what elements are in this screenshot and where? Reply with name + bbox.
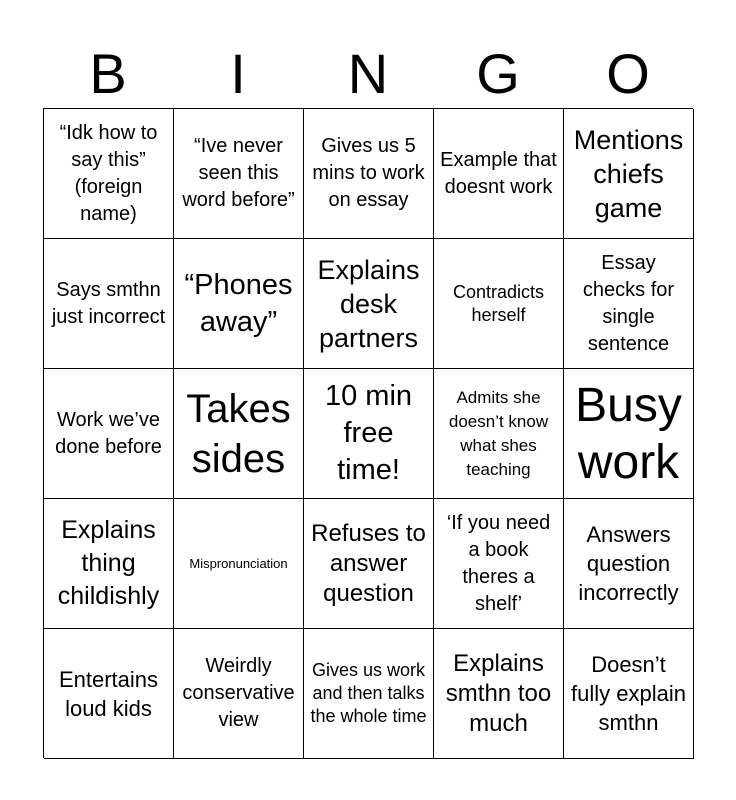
bingo-cell-r1c1[interactable] [174, 239, 304, 369]
bingo-cell-r2c1[interactable] [174, 369, 304, 499]
cell-label: “Idk how to say this” (foreign name) [59, 121, 158, 225]
bingo-cell-r4c0[interactable] [44, 629, 174, 759]
bingo-cell-r3c3[interactable] [434, 499, 564, 629]
bingo-cell-r4c1[interactable] [174, 629, 304, 759]
bingo-header [43, 40, 693, 108]
bingo-cell-r4c2[interactable] [304, 629, 434, 759]
cell-label: Explains thing childishly [57, 516, 160, 610]
cell-label: Gives us 5 mins to work on essay [312, 135, 425, 211]
bingo-cell-r1c3[interactable] [434, 239, 564, 369]
bingo-cell-r3c1[interactable] [174, 499, 304, 629]
cell-label: “Ive never seen this word before” [182, 135, 295, 211]
cell-label: Takes sides [186, 386, 291, 481]
cell-label: Mentions chiefs game [573, 124, 684, 223]
cell-label: Doesn’t fully explain smthn [571, 652, 686, 735]
bingo-cell-r2c3[interactable] [434, 369, 564, 499]
cell-label: Work we’ve done before [55, 408, 162, 458]
cell-label: 10 min free time! [324, 380, 413, 486]
bingo-cell-r0c2[interactable] [304, 109, 434, 239]
cell-label: Entertains loud kids [58, 666, 159, 721]
cell-label: Answers question incorrectly [578, 522, 679, 605]
cell-label: Contradicts herself [452, 281, 545, 325]
cell-label: Gives us work and then talks the whole time [310, 660, 427, 726]
cell-label: Refuses to answer question [311, 519, 426, 607]
cell-label: “Phones away” [184, 268, 293, 338]
cell-label: Mispronunciation [189, 555, 288, 571]
cell-label: ‘If you need a book theres a shelf’ [446, 511, 551, 615]
cell-label: Weirdly conservative view [182, 655, 295, 731]
cell-label: Says smthn just incorrect [51, 278, 166, 328]
header-letter-b: B [89, 42, 127, 105]
header-letter-o: O [606, 42, 650, 105]
bingo-cell-r3c4[interactable] [564, 499, 694, 629]
bingo-cell-r3c0[interactable] [44, 499, 174, 629]
bingo-board [43, 108, 693, 758]
bingo-cell-r0c1[interactable] [174, 109, 304, 239]
bingo-cell-r1c0[interactable] [44, 239, 174, 369]
cell-label: Explains smthn too much [445, 649, 552, 737]
cell-label: Explains desk partners [317, 254, 420, 353]
bingo-cell-r2c4[interactable] [564, 369, 694, 499]
cell-label: Busy work [575, 378, 682, 489]
bingo-cell-r4c4[interactable] [564, 629, 694, 759]
bingo-cell-r0c0[interactable] [44, 109, 174, 239]
bingo-cell-r4c3[interactable] [434, 629, 564, 759]
header-letter-g: G [476, 42, 520, 105]
bingo-cell-r1c4[interactable] [564, 239, 694, 369]
cell-label: Essay checks for single sentence [582, 251, 675, 355]
header-letter-n: N [347, 42, 389, 105]
bingo-cell-r0c3[interactable] [434, 109, 564, 239]
bingo-cell-r1c2[interactable] [304, 239, 434, 369]
header-letter-i: I [230, 42, 246, 105]
bingo-cell-r2c0[interactable] [44, 369, 174, 499]
cell-label: Example that doesnt work [440, 148, 557, 198]
bingo-cell-r2c2[interactable] [304, 369, 434, 499]
bingo-cell-r0c4[interactable] [564, 109, 694, 239]
bingo-cell-r3c2[interactable] [304, 499, 434, 629]
cell-label: Admits she doesn’t know what shes teaching [448, 387, 549, 479]
